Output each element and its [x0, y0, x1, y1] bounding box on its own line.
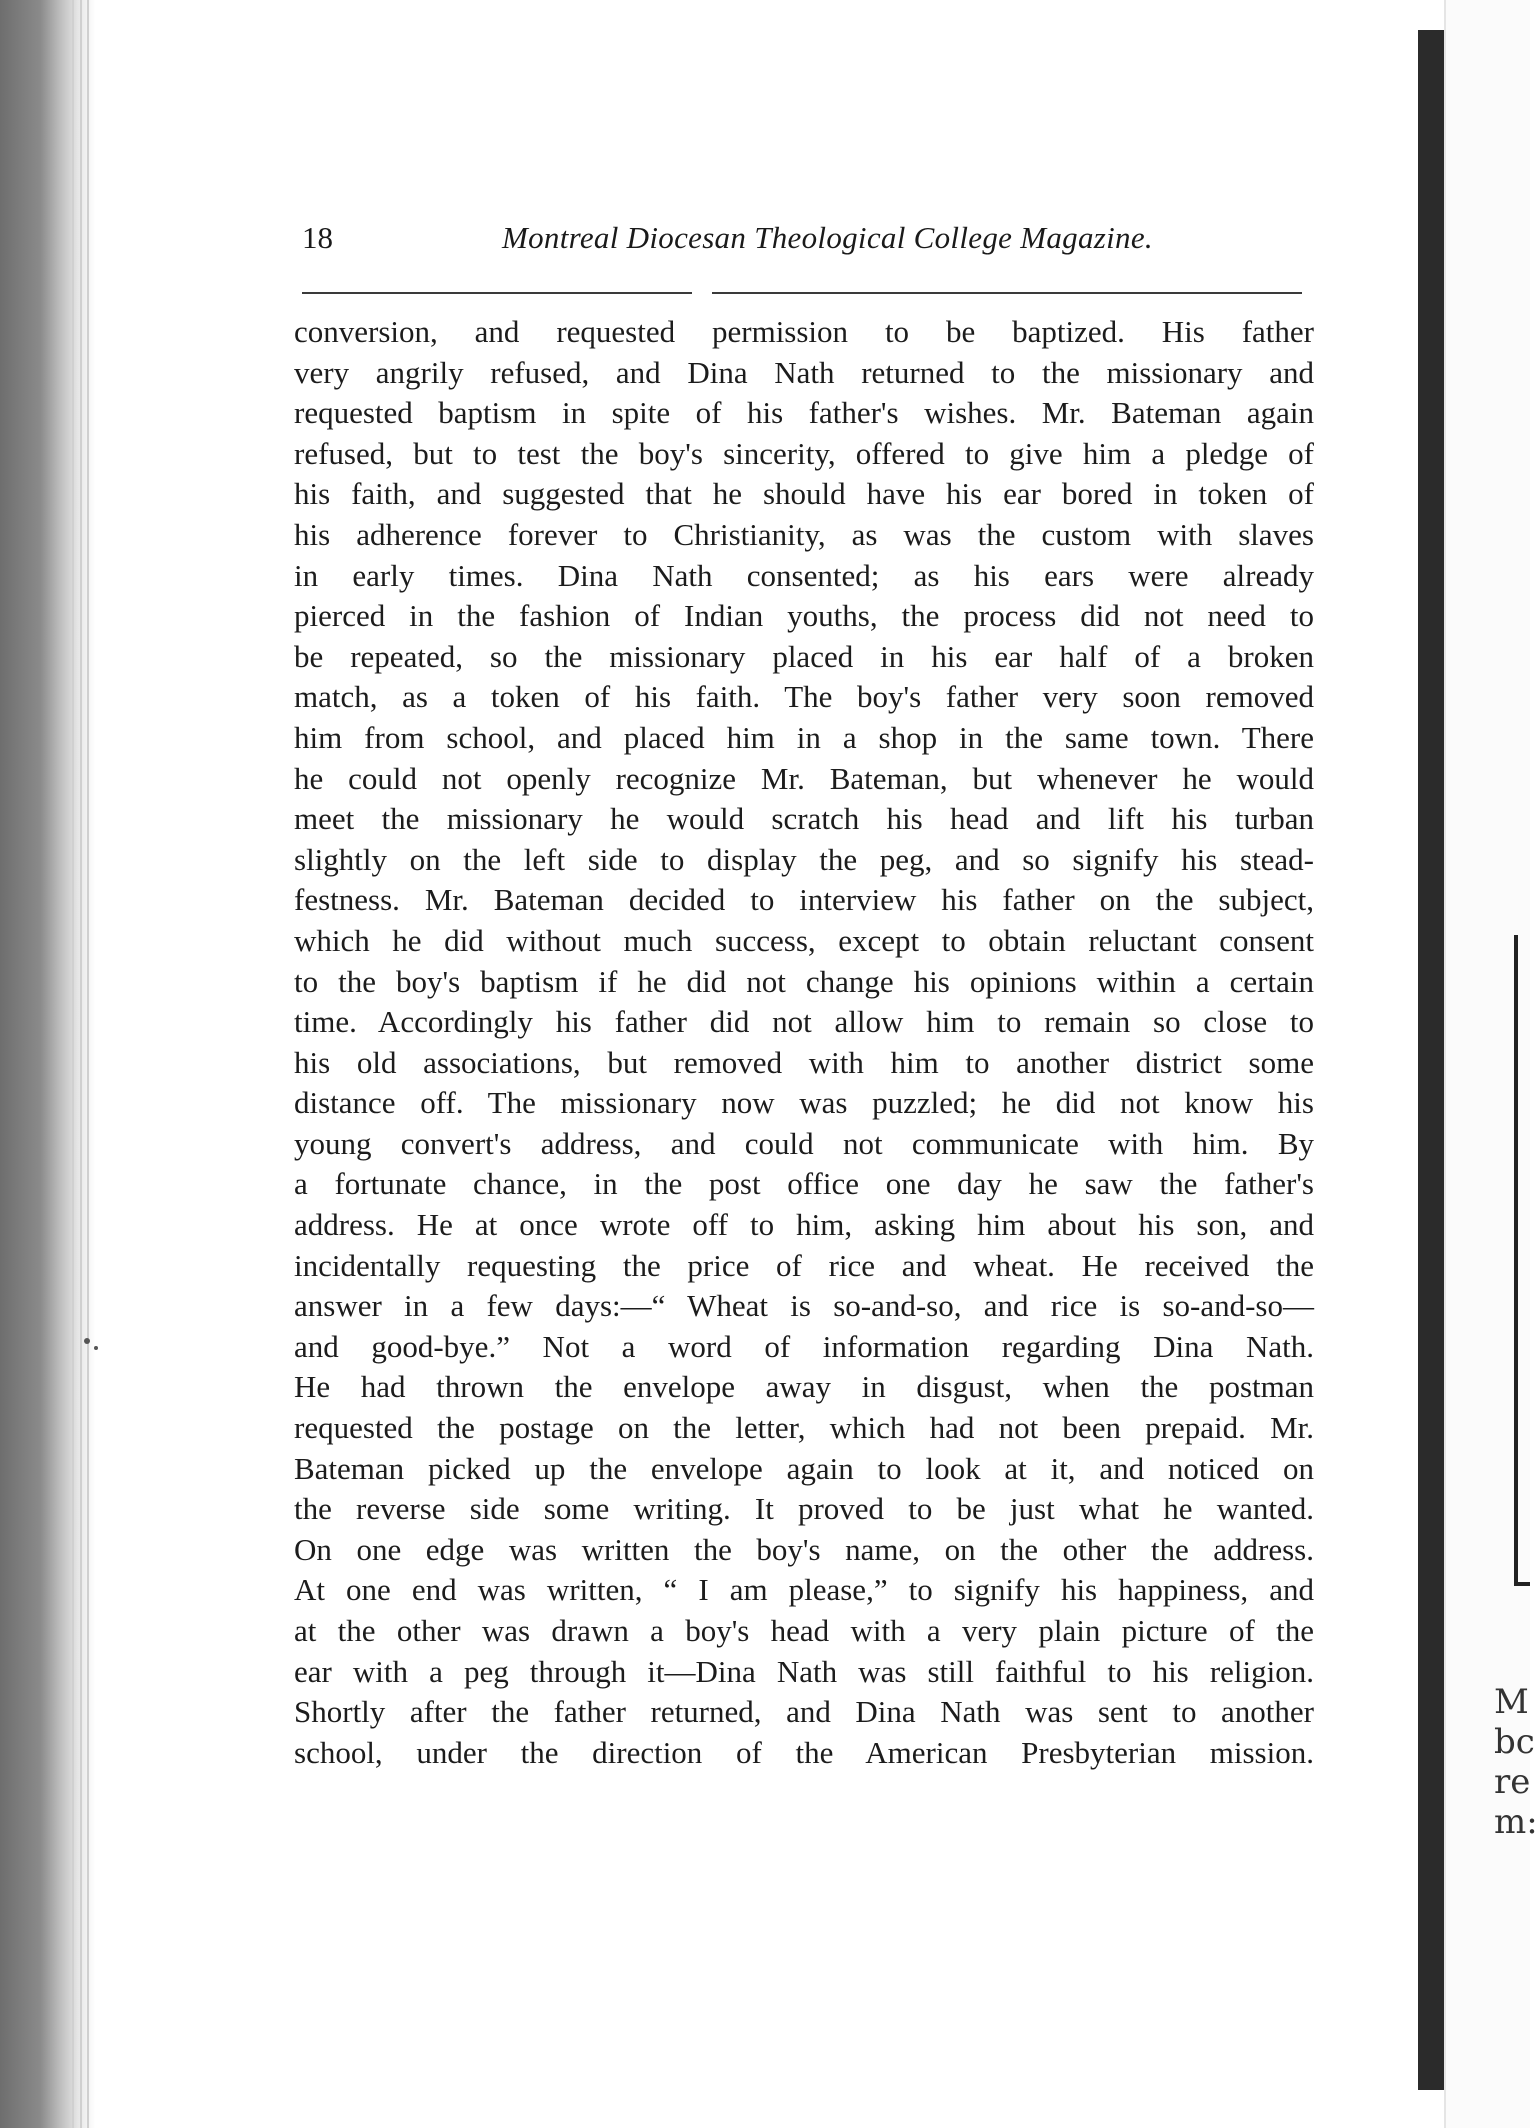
- text-line: his faith, and suggested that he should have his ear bored in token of: [294, 476, 1314, 512]
- facing-page-fragment: M: [1494, 1682, 1529, 1722]
- text-line: his adherence forever to Christianity, as was the custom with slaves: [294, 516, 1314, 552]
- text-line: distance off. The missionary now was puzzled; he did not know his: [294, 1085, 1314, 1121]
- page-header: [292, 220, 1302, 270]
- header-rule-left: [302, 292, 692, 294]
- text-line: in early times. Dina Nath consented; as his ears were already: [294, 557, 1314, 593]
- text-line: him from school, and placed him in a shop in the same town. There: [294, 719, 1314, 755]
- facing-page-rule: [1514, 935, 1518, 1585]
- book-gutter-left: [0, 0, 95, 2128]
- text-line: at the other was drawn a boy's head with a very plain picture of the: [294, 1613, 1314, 1648]
- article-body: [294, 312, 1314, 1773]
- text-line: He had thrown the envelope away in disgust, when the postman: [294, 1369, 1314, 1405]
- text-line: to the boy's baptism if he did not change his opinions within a certain: [294, 963, 1314, 999]
- text-line: young convert's address, and could not communicate with him. By: [294, 1125, 1314, 1161]
- ink-speck: [94, 1346, 98, 1350]
- text-line: school, under the direction of the American Presbyterian mission.: [294, 1734, 1314, 1770]
- text-line: be repeated, so the missionary placed in his ear half of a broken: [294, 638, 1314, 674]
- text-line: and good-bye.” Not a word of information regarding Dina Nath.: [294, 1328, 1314, 1364]
- facing-page-rule-foot: [1514, 1582, 1530, 1586]
- text-line: On one edge was written the boy's name, on the other the address.: [294, 1531, 1314, 1567]
- text-line: answer in a few days:—“ Wheat is so-and-so, and rice is so-and-so—: [294, 1288, 1314, 1324]
- text-line: refused, but to test the boy's sincerity, offered to give him a pledge of: [294, 435, 1314, 471]
- text-line: very angrily refused, and Dina Nath returned to the missionary and: [294, 354, 1314, 390]
- ink-speck: [84, 1338, 90, 1344]
- text-line: ear with a peg through it—Dina Nath was still faithful to his religion.: [294, 1653, 1314, 1689]
- running-title: Montreal Diocesan Theological College Magazine.: [502, 220, 1153, 255]
- text-line: meet the missionary he would scratch his head and lift his turban: [294, 801, 1314, 837]
- facing-page-edge: [1444, 0, 1538, 2128]
- page-number: 18: [302, 220, 333, 255]
- text-line: his old associations, but removed with him to another district some: [294, 1044, 1314, 1080]
- text-line: conversion, and requested permission to be baptized. His father: [294, 314, 1314, 349]
- text-line: a fortunate chance, in the post office one day he saw the father's: [294, 1166, 1314, 1202]
- facing-page-fragment: m:: [1494, 1802, 1538, 1842]
- text-line: which he did without much success, except to obtain reluctant consent: [294, 922, 1314, 958]
- header-rule-right: [712, 292, 1302, 294]
- text-line: festness. Mr. Bateman decided to interview his father on the subject,: [294, 882, 1314, 918]
- text-line: incidentally requesting the price of rice and wheat. He received the: [294, 1247, 1314, 1283]
- text-line: requested the postage on the letter, which had not been prepaid. Mr.: [294, 1410, 1314, 1446]
- text-line: requested baptism in spite of his father's wishes. Mr. Bateman again: [294, 395, 1314, 431]
- text-line: address. He at once wrote off to him, asking him about his son, and: [294, 1207, 1314, 1243]
- text-line: time. Accordingly his father did not allow him to remain so close to: [294, 1004, 1314, 1040]
- text-line: Shortly after the father returned, and Dina Nath was sent to another: [294, 1694, 1314, 1730]
- text-line: match, as a token of his faith. The boy's father very soon removed: [294, 679, 1314, 715]
- facing-page-fragment: re: [1494, 1762, 1531, 1802]
- text-line: the reverse side some writing. It proved to be just what he wanted.: [294, 1491, 1314, 1527]
- facing-page-fragment: bc: [1494, 1722, 1535, 1762]
- text-line: Bateman picked up the envelope again to look at it, and noticed on: [294, 1450, 1314, 1486]
- text-line: he could not openly recognize Mr. Bateman, but whenever he would: [294, 760, 1314, 796]
- text-line: At one end was written, “ I am please,” to signify his happiness, and: [294, 1572, 1314, 1608]
- book-gutter-right: [1418, 30, 1444, 2090]
- text-line: slightly on the left side to display the peg, and so signify his stead-: [294, 841, 1314, 877]
- text-line: pierced in the fashion of Indian youths, the process did not need to: [294, 598, 1314, 634]
